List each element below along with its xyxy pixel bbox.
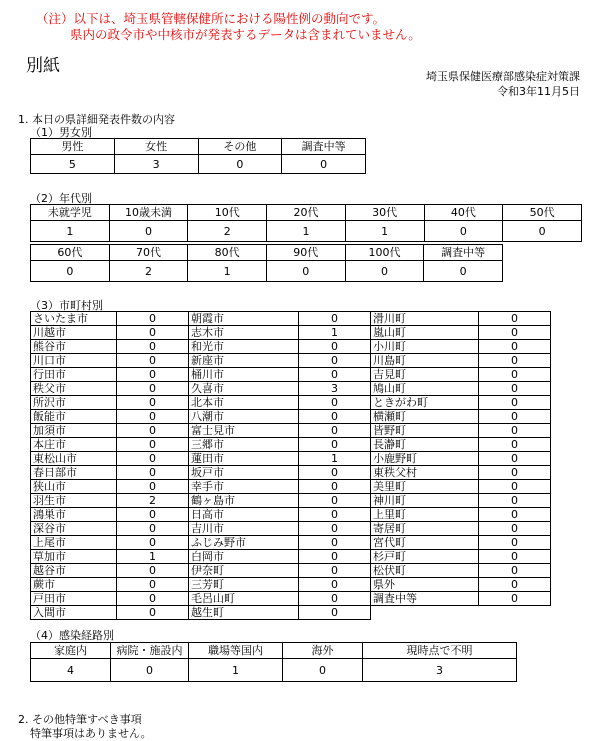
municipality-count: 0 bbox=[117, 326, 189, 340]
municipality-name: 草加市 bbox=[31, 550, 117, 564]
municipality-name: 入間市 bbox=[31, 606, 117, 620]
table-cell: 0 bbox=[266, 261, 345, 282]
table-row bbox=[31, 396, 551, 410]
municipality-count: 0 bbox=[299, 480, 371, 494]
municipality-name: 上尾市 bbox=[31, 536, 117, 550]
municipality-count: 0 bbox=[117, 480, 189, 494]
municipality-count: 0 bbox=[117, 368, 189, 382]
table-header: 職場等国内 bbox=[189, 643, 283, 659]
municipality-name: 杉戸町 bbox=[371, 550, 479, 564]
municipality-name: 横瀬町 bbox=[371, 410, 479, 424]
municipality-name: 毛呂山町 bbox=[189, 592, 299, 606]
municipality-name: 鴻巣市 bbox=[31, 508, 117, 522]
municipality-count: 0 bbox=[117, 382, 189, 396]
municipality-count: 0 bbox=[299, 424, 371, 438]
table-row bbox=[31, 508, 551, 522]
municipality-count: 0 bbox=[479, 564, 551, 578]
municipality-name: 調査中等 bbox=[371, 592, 479, 606]
municipality-name: 羽生市 bbox=[31, 494, 117, 508]
report-date: 令和3年11月5日 bbox=[497, 85, 580, 98]
municipality-count: 0 bbox=[117, 536, 189, 550]
municipality-count: 0 bbox=[479, 424, 551, 438]
municipality-name: 狭山市 bbox=[31, 480, 117, 494]
municipality-name: 八潮市 bbox=[189, 410, 299, 424]
municipality-count: 0 bbox=[299, 494, 371, 508]
municipality-count: 0 bbox=[299, 592, 371, 606]
table-header: 病院・施設内 bbox=[111, 643, 189, 659]
page-heading: 別紙 bbox=[26, 56, 60, 76]
municipality-count: 0 bbox=[299, 396, 371, 410]
municipality-name: 志木市 bbox=[189, 326, 299, 340]
municipality-count: 0 bbox=[299, 578, 371, 592]
municipality-count: 0 bbox=[479, 312, 551, 326]
municipality-count: 0 bbox=[479, 466, 551, 480]
municipality-name: 鳩山町 bbox=[371, 382, 479, 396]
municipality-name: 川口市 bbox=[31, 354, 117, 368]
table-header: 30代 bbox=[345, 205, 424, 221]
municipality-name: 幸手市 bbox=[189, 480, 299, 494]
table-cell: 4 bbox=[31, 659, 111, 682]
table-header: 40代 bbox=[424, 205, 503, 221]
municipality-count: 0 bbox=[479, 508, 551, 522]
municipality-count: 2 bbox=[117, 494, 189, 508]
municipality-name: 朝霞市 bbox=[189, 312, 299, 326]
municipality-name: 上里町 bbox=[371, 508, 479, 522]
table-header: 10代 bbox=[188, 205, 267, 221]
table-row bbox=[31, 643, 517, 659]
table-cell: 2 bbox=[109, 261, 188, 282]
municipality-count: 0 bbox=[479, 550, 551, 564]
municipality-name: 宮代町 bbox=[371, 536, 479, 550]
age-table-1 bbox=[30, 204, 582, 242]
municipality-count: 0 bbox=[299, 340, 371, 354]
table-row bbox=[31, 522, 551, 536]
municipality-name: 鶴ヶ島市 bbox=[189, 494, 299, 508]
table-cell: 0 bbox=[282, 155, 366, 174]
table-row bbox=[31, 452, 551, 466]
municipality-name: 東松山市 bbox=[31, 452, 117, 466]
table-row bbox=[31, 205, 582, 221]
table-row bbox=[31, 312, 551, 326]
table-row bbox=[31, 564, 551, 578]
municipality-name: 久喜市 bbox=[189, 382, 299, 396]
municipality-name: 本庄市 bbox=[31, 438, 117, 452]
municipality-name: 加須市 bbox=[31, 424, 117, 438]
table-cell: 1 bbox=[188, 261, 267, 282]
municipality-name: 越生町 bbox=[189, 606, 299, 620]
table-cell: 5 bbox=[31, 155, 115, 174]
municipality-count: 0 bbox=[299, 466, 371, 480]
municipality-name: 戸田市 bbox=[31, 592, 117, 606]
route-label: （4）感染経路別 bbox=[30, 629, 114, 642]
table-row bbox=[31, 592, 551, 606]
table-cell: 0 bbox=[31, 261, 110, 282]
municipality-name: 川島町 bbox=[371, 354, 479, 368]
municipality-count: 0 bbox=[299, 312, 371, 326]
table-row bbox=[31, 466, 551, 480]
municipality-count: 0 bbox=[479, 410, 551, 424]
municipality-name: 寄居町 bbox=[371, 522, 479, 536]
municipality-name: 蕨市 bbox=[31, 578, 117, 592]
municipality-name: 蓮田市 bbox=[189, 452, 299, 466]
municipality-name: 美里町 bbox=[371, 480, 479, 494]
municipality-name: 東秩父村 bbox=[371, 466, 479, 480]
municipality-name: 桶川市 bbox=[189, 368, 299, 382]
table-cell: 0 bbox=[283, 659, 363, 682]
municipality-name: 三郷市 bbox=[189, 438, 299, 452]
table-header: 女性 bbox=[114, 139, 198, 155]
municipality-name: 小川町 bbox=[371, 340, 479, 354]
table-header: 80代 bbox=[188, 245, 267, 261]
notice-line-1: （注）以下は、埼玉県管轄保健所における陽性例の動向です。 bbox=[36, 11, 386, 26]
municipality-name: 新座市 bbox=[189, 354, 299, 368]
table-header: 70代 bbox=[109, 245, 188, 261]
table-row bbox=[31, 438, 551, 452]
municipality-name: 県外 bbox=[371, 578, 479, 592]
table-row bbox=[31, 410, 551, 424]
table-row bbox=[31, 536, 551, 550]
municipality-count: 0 bbox=[117, 466, 189, 480]
municipality-count: 0 bbox=[117, 508, 189, 522]
municipality-name: 所沢市 bbox=[31, 396, 117, 410]
table-cell: 3 bbox=[114, 155, 198, 174]
municipality-name: 飯能市 bbox=[31, 410, 117, 424]
municipality-name: 白岡市 bbox=[189, 550, 299, 564]
municipality-name: さいたま市 bbox=[31, 312, 117, 326]
municipality-name: ときがわ町 bbox=[371, 396, 479, 410]
municipality-count: 0 bbox=[479, 340, 551, 354]
municipality-name: 長瀞町 bbox=[371, 438, 479, 452]
table-row bbox=[31, 221, 582, 242]
municipality-name: 和光市 bbox=[189, 340, 299, 354]
table-row bbox=[31, 382, 551, 396]
notice-line-2: 県内の政令市や中核市が発表するデータは含まれていません。 bbox=[70, 27, 421, 42]
municipality-count: 0 bbox=[479, 326, 551, 340]
section-1-title: 1. 本日の県詳細発表件数の内容 bbox=[18, 113, 175, 126]
table-header: 家庭内 bbox=[31, 643, 111, 659]
municipality-count: 0 bbox=[479, 494, 551, 508]
municipality-count: 0 bbox=[479, 438, 551, 452]
municipality-count: 0 bbox=[299, 410, 371, 424]
municipality-count: 1 bbox=[117, 550, 189, 564]
municipality-count: 0 bbox=[117, 522, 189, 536]
table-header: 10歳未満 bbox=[109, 205, 188, 221]
municipality-name: 滑川町 bbox=[371, 312, 479, 326]
table-header: 海外 bbox=[283, 643, 363, 659]
table-header: 男性 bbox=[31, 139, 115, 155]
table-cell: 0 bbox=[345, 261, 424, 282]
municipality-count: 0 bbox=[479, 452, 551, 466]
table-cell: 0 bbox=[198, 155, 282, 174]
municipality-name: 小鹿野町 bbox=[371, 452, 479, 466]
municipality-count: 3 bbox=[299, 382, 371, 396]
table-row bbox=[31, 245, 503, 261]
table-row bbox=[31, 368, 551, 382]
section-2-body: 特筆事項はありません。 bbox=[30, 727, 152, 740]
municipality-name: 松伏町 bbox=[371, 564, 479, 578]
municipality-count: 1 bbox=[299, 452, 371, 466]
municipality-count: 0 bbox=[299, 438, 371, 452]
municipality-count: 0 bbox=[299, 550, 371, 564]
municipality-count: 0 bbox=[117, 396, 189, 410]
municipality-count: 0 bbox=[299, 536, 371, 550]
municipality-count: 0 bbox=[117, 410, 189, 424]
municipality-count: 1 bbox=[299, 326, 371, 340]
age-table-2 bbox=[30, 244, 503, 282]
city-label: （3）市町村別 bbox=[30, 299, 103, 312]
table-cell: 0 bbox=[109, 221, 188, 242]
municipality-count: 0 bbox=[299, 606, 371, 620]
table-header: その他 bbox=[198, 139, 282, 155]
table-row bbox=[31, 261, 503, 282]
gender-label: （1）男女別 bbox=[30, 126, 92, 139]
municipality-count: 0 bbox=[479, 396, 551, 410]
table-header: 現時点で不明 bbox=[363, 643, 517, 659]
table-row bbox=[31, 606, 551, 620]
municipality-count: 0 bbox=[299, 508, 371, 522]
table-row bbox=[31, 354, 551, 368]
table-cell: 3 bbox=[363, 659, 517, 682]
table-row bbox=[31, 139, 366, 155]
table-header: 90代 bbox=[266, 245, 345, 261]
municipality-count: 0 bbox=[117, 592, 189, 606]
municipality-count: 0 bbox=[117, 578, 189, 592]
municipality-count: 0 bbox=[479, 578, 551, 592]
table-cell: 1 bbox=[267, 221, 346, 242]
municipality-name: 三芳町 bbox=[189, 578, 299, 592]
municipality-name: 皆野町 bbox=[371, 424, 479, 438]
municipality-name: 吉川市 bbox=[189, 522, 299, 536]
table-row bbox=[31, 578, 551, 592]
municipality-name: 行田市 bbox=[31, 368, 117, 382]
municipality-count: 0 bbox=[479, 592, 551, 606]
table-row bbox=[31, 550, 551, 564]
department: 埼玉県保健医療部感染症対策課 bbox=[426, 70, 580, 83]
municipality-count: 0 bbox=[479, 522, 551, 536]
municipality-name: 神川町 bbox=[371, 494, 479, 508]
table-cell: 0 bbox=[503, 221, 582, 242]
table-cell: 1 bbox=[189, 659, 283, 682]
municipality-count: 0 bbox=[117, 452, 189, 466]
table-header: 60代 bbox=[31, 245, 110, 261]
municipality-name: 秩父市 bbox=[31, 382, 117, 396]
table-header: 50代 bbox=[503, 205, 582, 221]
municipality-count: 0 bbox=[117, 424, 189, 438]
municipality-count: 0 bbox=[117, 340, 189, 354]
municipality-count: 0 bbox=[117, 606, 189, 620]
municipality-name: 春日部市 bbox=[31, 466, 117, 480]
table-cell: 0 bbox=[424, 261, 503, 282]
municipality-name: 熊谷市 bbox=[31, 340, 117, 354]
municipality-name: 深谷市 bbox=[31, 522, 117, 536]
table-row bbox=[31, 326, 551, 340]
age-label: （2）年代別 bbox=[30, 192, 92, 205]
table-row bbox=[31, 424, 551, 438]
table-header: 未就学児 bbox=[31, 205, 110, 221]
municipality-count: 0 bbox=[117, 354, 189, 368]
municipality-count: 0 bbox=[299, 564, 371, 578]
table-cell: 0 bbox=[424, 221, 503, 242]
city-table bbox=[30, 311, 551, 620]
table-header: 20代 bbox=[267, 205, 346, 221]
table-cell: 1 bbox=[345, 221, 424, 242]
table-header: 調査中等 bbox=[424, 245, 503, 261]
municipality-name: 吉見町 bbox=[371, 368, 479, 382]
municipality-count: 0 bbox=[117, 312, 189, 326]
municipality-count: 0 bbox=[299, 354, 371, 368]
table-row bbox=[31, 480, 551, 494]
municipality-name: ふじみ野市 bbox=[189, 536, 299, 550]
table-row bbox=[31, 340, 551, 354]
table-cell: 1 bbox=[31, 221, 110, 242]
municipality-count: 0 bbox=[299, 368, 371, 382]
municipality-count: 0 bbox=[479, 382, 551, 396]
municipality-name: 越谷市 bbox=[31, 564, 117, 578]
municipality-count: 0 bbox=[117, 564, 189, 578]
municipality-name: 北本市 bbox=[189, 396, 299, 410]
municipality-name: 川越市 bbox=[31, 326, 117, 340]
table-cell: 2 bbox=[188, 221, 267, 242]
municipality-name: 嵐山町 bbox=[371, 326, 479, 340]
municipality-count: 0 bbox=[299, 522, 371, 536]
municipality-count: 0 bbox=[117, 438, 189, 452]
municipality-count: 0 bbox=[479, 536, 551, 550]
municipality-name: 坂戸市 bbox=[189, 466, 299, 480]
table-cell: 0 bbox=[111, 659, 189, 682]
municipality-name: 日高市 bbox=[189, 508, 299, 522]
table-row bbox=[31, 494, 551, 508]
table-row bbox=[31, 155, 366, 174]
municipality-count: 0 bbox=[479, 368, 551, 382]
table-row bbox=[31, 659, 517, 682]
municipality-name: 伊奈町 bbox=[189, 564, 299, 578]
table-header: 調査中等 bbox=[282, 139, 366, 155]
municipality-name: 富士見市 bbox=[189, 424, 299, 438]
section-2-title: 2. その他特筆すべき事項 bbox=[18, 713, 142, 726]
route-table bbox=[30, 642, 517, 682]
municipality-count: 0 bbox=[479, 480, 551, 494]
municipality-count: 0 bbox=[479, 354, 551, 368]
table-header: 100代 bbox=[345, 245, 424, 261]
gender-table bbox=[30, 138, 366, 174]
